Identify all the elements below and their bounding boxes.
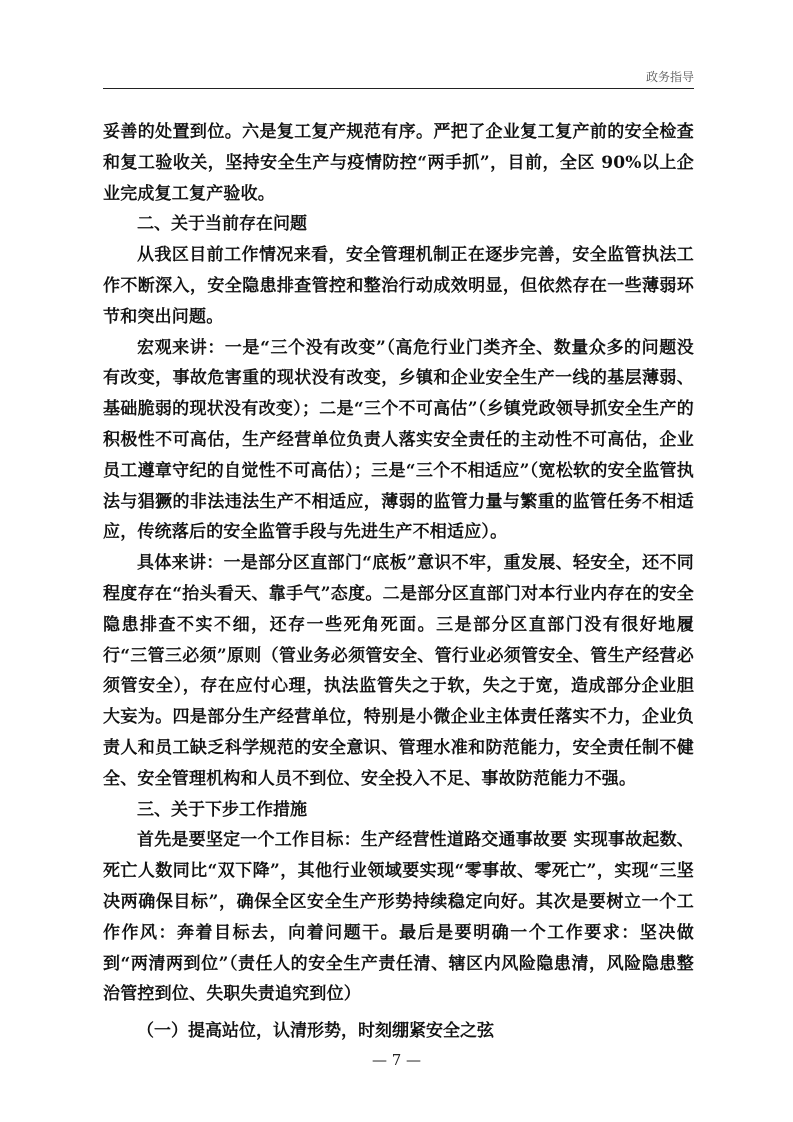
- document-body: [103, 117, 694, 1047]
- paragraph-continuation: 妥善的处置到位。六是复工复产规范有序。严把了企业复工复产前的安全检查和复工验收关，坚持安全生产与疫情防控“两手抓”，目前，全区 90%以上企业完成复工复产验收。: [103, 122, 694, 204]
- paragraph-macro: 宏观来讲：一是“三个没有改变”（高危行业门类齐全、数量众多的问题没有改变，事故危害重的现状没有改变，乡镇和企业安全生产一线的基层薄弱、基础脆弱的现状没有改变）；二是“三个不可高估”（乡镇党政领导抓安全生产的积极性不可高估，生产经营单位负责人落实安全责任的主动性不可高估，企业员工遵章守纪的自觉性不可高估）；三是“三个不相适应”（宽松软的安全监管执法与猖獗的非法违法生产不相适应，薄弱的监管力量与繁重的监管任务不相适应，传统落后的安全监管手段与先进生产不相适应）。: [103, 337, 694, 543]
- section-heading-measures: 三、关于下步工作措施: [137, 799, 307, 820]
- paragraph-goals: 首先是要坚定一个工作目标：生产经营性道路交通事故要 实现事故起数、死亡人数同比“双下降”，其他行业领域要实现“零事故、零死亡”，实现“三坚决两确保目标”，确保全区安全生产形势持续稳定向好。其次是要树立一个工作作风：奔着目标去，向着问题干。最后是要明确一个工作要求：坚决做到“两清两到位”（责任人的安全生产责任清、辖区内风险隐患清，风险隐患整治管控到位、失职失责追究到位）: [103, 830, 694, 1005]
- section-heading-problems: 二、关于当前存在问题: [137, 214, 307, 235]
- page-header: [103, 60, 694, 89]
- paragraph-overview: 从我区目前工作情况来看，安全管理机制正在逐步完善，安全监管执法工作不断深入，安全隐患排查管控和整治行动成效明显，但依然存在一些薄弱环节和突出问题。: [103, 245, 694, 327]
- header-title: 政务指导: [645, 70, 694, 84]
- subsection-heading: （一）提高站位，认清形势，时刻绷紧安全之弦: [137, 1021, 494, 1042]
- paragraph-specific: 具体来讲：一是部分区直部门“底板”意识不牢，重发展、轻安全，还不同程度存在“抬头看天、靠手气”态度。二是部分区直部门对本行业内存在的安全隐患排查不实不细，还存一些死角死面。三是部分区直部门没有很好地履行“三管三必须”原则（管业务必须管安全、管行业必须管安全、管生产经营必须管安全），存在应付心理，执法监管失之于软，失之于宽，造成部分企业胆大妄为。四是部分生产经营单位，特别是小微企业主体责任落实不力，企业负责人和员工缺乏科学规范的安全意识、管理水准和防范能力，安全责任制不健全、安全管理机构和人员不到位、安全投入不足、事故防范能力不强。: [103, 553, 694, 789]
- page-number: — 7 —: [371, 1051, 422, 1069]
